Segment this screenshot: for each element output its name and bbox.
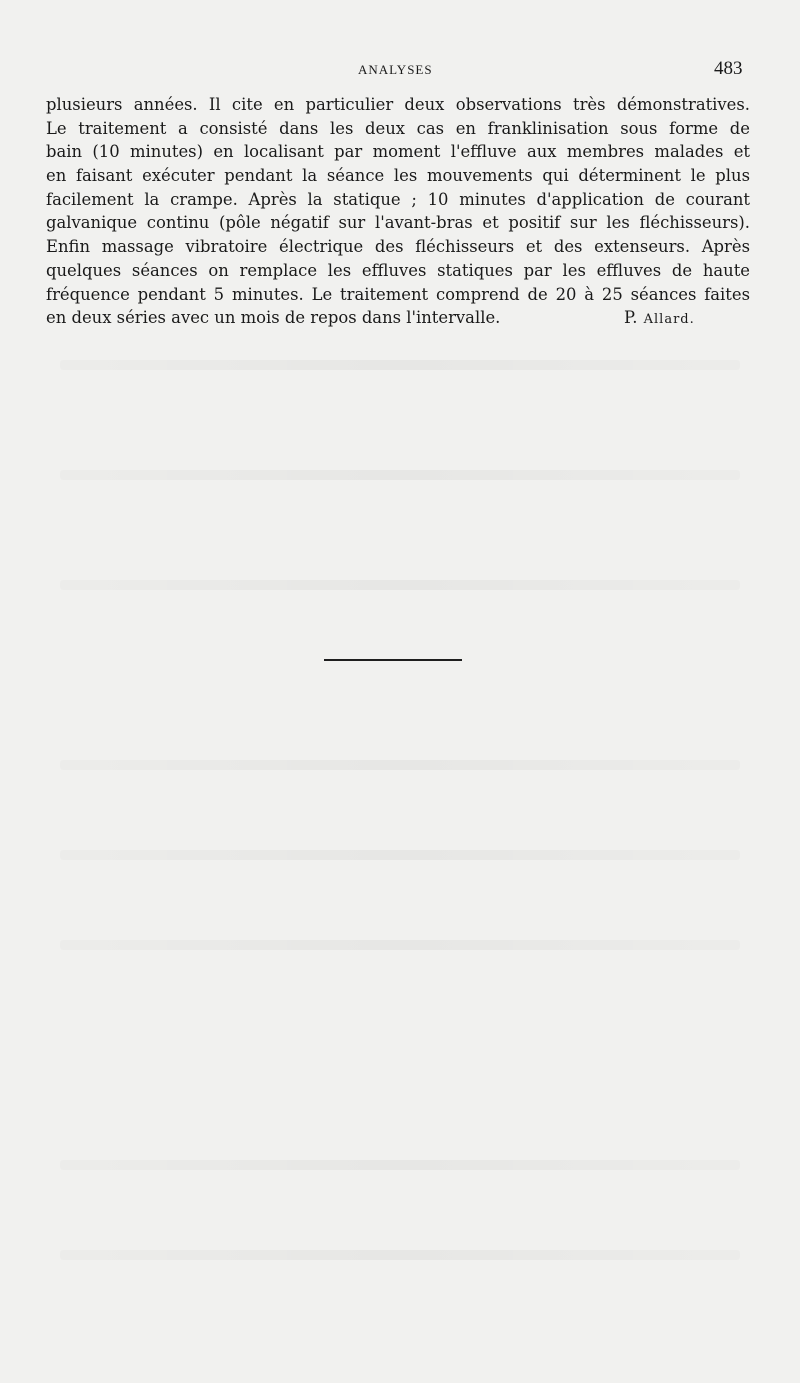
text-line: galvanique continu (pôle négatif sur l'avant-bras et positif sur les fléchisseurs). [46, 213, 750, 233]
signature-initial: P. [624, 308, 644, 328]
show-through-shadow [60, 850, 740, 860]
show-through-shadow [60, 940, 740, 950]
page-number: 483 [714, 58, 743, 79]
text-line: facilement la crampe. Après la statique ; 10 minutes d'application de courant [46, 189, 750, 209]
show-through-shadow [60, 360, 740, 370]
show-through-shadow [60, 470, 740, 480]
text-line: quelques séances on remplace les effluves statiques par les effluves de haute [46, 260, 750, 280]
text-line-last [46, 306, 750, 330]
text-line: Enfin massage vibratoire électrique des fléchisseurs et des extenseurs. Après [46, 237, 750, 257]
author-signature [624, 306, 695, 332]
text-line-content: en deux séries avec un mois de repos dans l'intervalle. [46, 308, 501, 328]
show-through-shadow [60, 1160, 740, 1170]
show-through-shadow [60, 1250, 740, 1260]
show-through-shadow [60, 580, 740, 590]
section-divider-rule [324, 659, 462, 661]
text-line: bain (10 minutes) en localisant par moment l'effluve aux membres malades et [46, 142, 750, 162]
running-title: ANALYSES [358, 62, 433, 77]
analysis-paragraph [46, 93, 750, 330]
signature-name: Allard. [643, 312, 695, 328]
text-line: fréquence pendant 5 minutes. Le traitement comprend de 20 à 25 séances faites [46, 284, 750, 304]
running-header [0, 60, 800, 84]
text-line: en faisant exécuter pendant la séance les mouvements qui déterminent le plus [46, 166, 750, 186]
show-through-shadow [60, 760, 740, 770]
text-line: plusieurs années. Il cite en particulier deux observations très démonstratives. [46, 95, 750, 114]
text-line: Le traitement a consisté dans les deux cas en franklinisation sous forme de [46, 118, 750, 138]
